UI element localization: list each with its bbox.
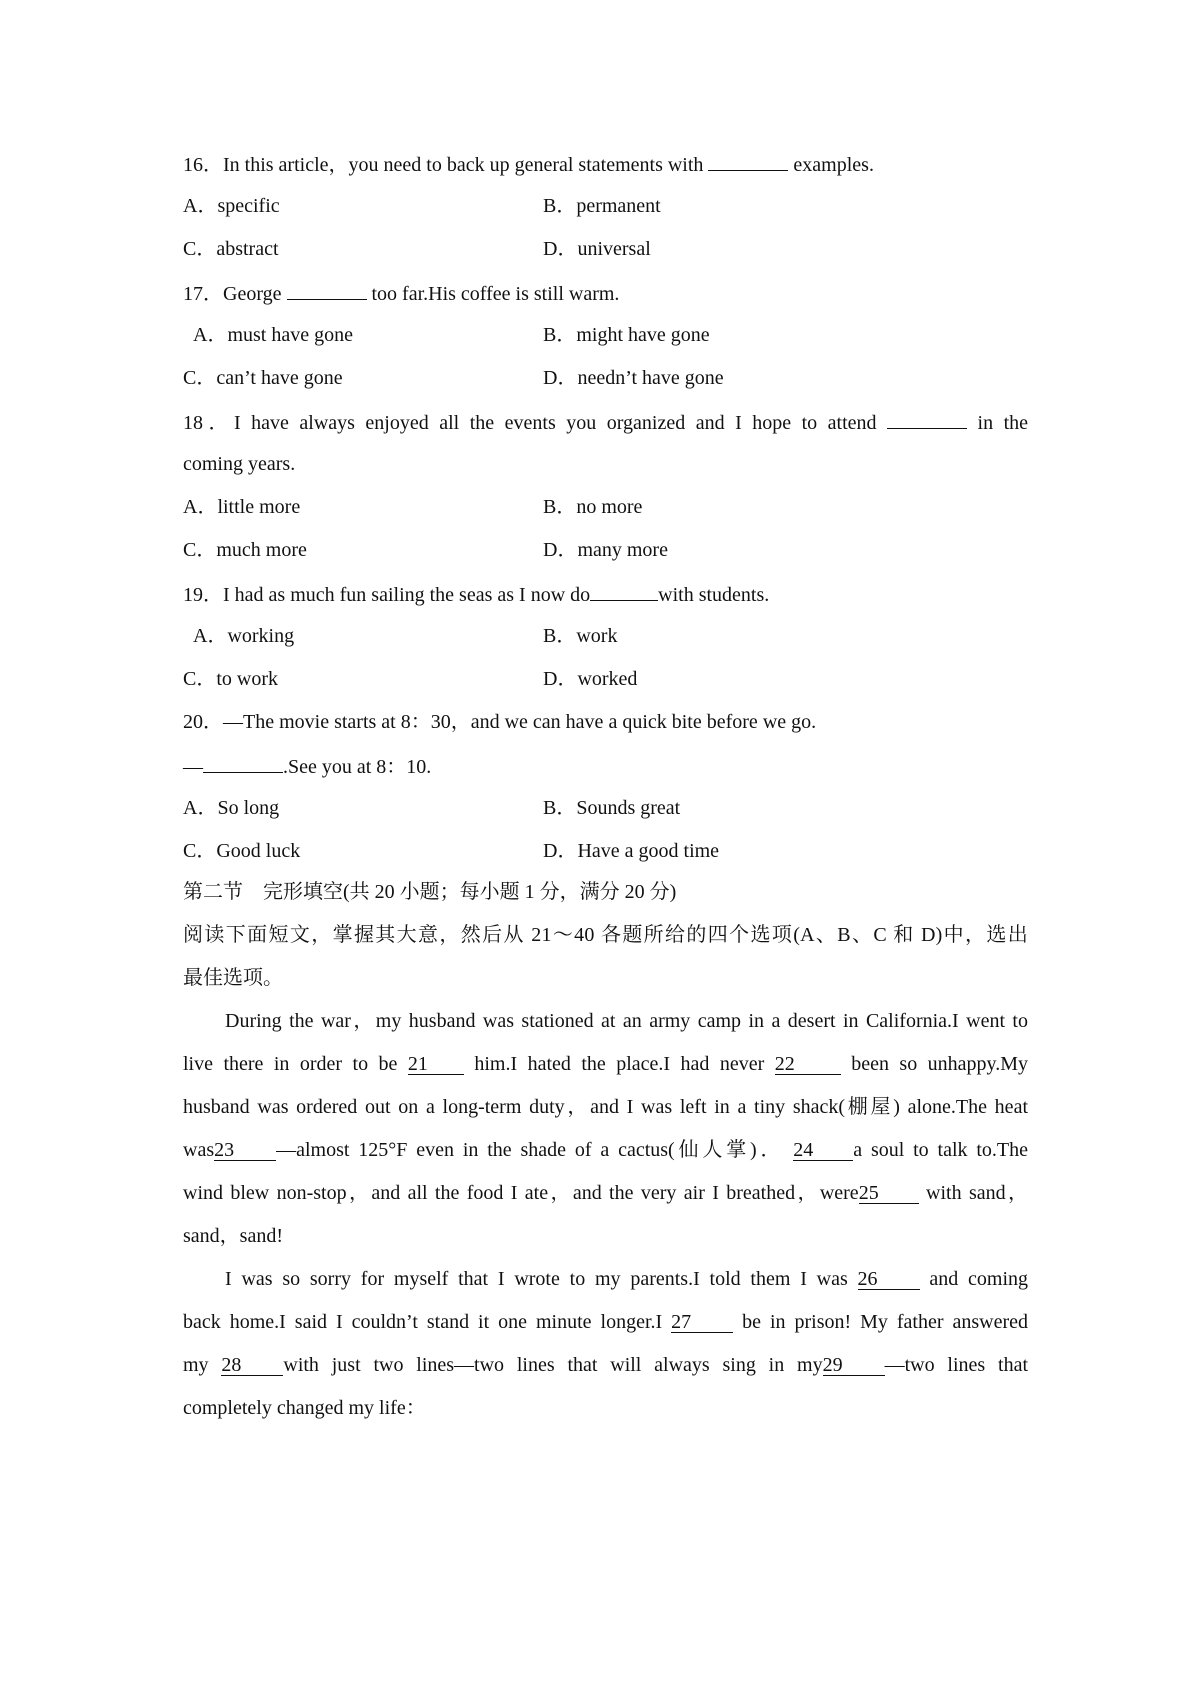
cloze-blank-28: 28 [221,1355,283,1376]
passage-line: During the war，my husband was stationed at an army camp in a desert in California.I went to [225,1010,1028,1032]
question-19-option-b: B．work [543,625,618,647]
cloze-blank-29: 29 [823,1355,885,1376]
cloze-blank-27: 27 [671,1312,733,1333]
question-16-option-a: A．specific [183,195,280,217]
question-16-option-c: C．abstract [183,238,279,260]
question-20-option-c: C．Good luck [183,840,301,862]
question-16-option-d: D．universal [543,238,651,260]
question-17-option-d: D．needn’t have gone [543,367,724,389]
passage-line: I was so sorry for myself that I wrote to my parents.I told them I was 26 and coming [225,1268,1028,1290]
answer-blank [287,282,367,300]
cloze-blank-23: 23 [214,1140,276,1161]
cloze-blank-22: 22 [775,1054,841,1075]
question-18-stem: 18．I have always enjoyed all the events you organized and I hope to attend in the [183,412,1028,434]
question-18-option-a: A．little more [183,496,301,518]
question-18-stem-continued: coming years. [183,453,296,475]
section-heading: 第二节 完形填空(共 20 小题；每小题 1 分，满分 20 分) [183,881,677,903]
question-17-option-b: B．might have gone [543,324,710,346]
passage-line: back home.I said I couldn’t stand it one minute longer.I 27 be in prison! My father answered [183,1311,1029,1333]
passage-line: husband was ordered out on a long-term duty，and I was left in a tiny shack(棚屋) alone.The heat [183,1096,1028,1118]
question-19-option-d: D．worked [543,668,638,690]
cloze-blank-21: 21 [408,1054,464,1075]
question-17-option-c: C．can’t have gone [183,367,343,389]
passage-line: was23 —almost 125°F even in the shade of a cactus(仙人掌)． 24 a soul to talk to.The [183,1139,1028,1161]
question-16-stem: 16．In this article，you need to back up general statements with examples. [183,154,874,176]
question-19-option-a: A．working [193,625,295,647]
cloze-blank-26: 26 [858,1269,920,1290]
question-20-option-d: D．Have a good time [543,840,720,862]
question-20-option-b: B．Sounds great [543,797,681,819]
passage-line: my 28 with just two lines—two lines that will always sing in my29 —two lines that [183,1354,1029,1376]
question-16-option-b: B．permanent [543,195,661,217]
passage-line: wind blew non-stop，and all the food I ate，and the very air I breathed，were25 with sand， [183,1182,1028,1204]
passage-line: completely changed my life： [183,1397,426,1419]
cloze-blank-25: 25 [859,1183,919,1204]
question-18-option-d: D．many more [543,539,668,561]
question-17-stem: 17．George too far.His coffee is still warm. [183,283,620,305]
passage-line: sand，sand! [183,1225,283,1247]
question-19-option-c: C．to work [183,668,278,690]
cloze-blank-24: 24 [793,1140,853,1161]
question-20-stem: 20．—The movie starts at 8：30，and we can have a quick bite before we go. [183,711,817,733]
question-18-option-c: C．much more [183,539,307,561]
question-17-option-a: A．must have gone [193,324,353,346]
question-18-option-b: B．no more [543,496,643,518]
question-20-reply: — .See you at 8：10. [183,756,432,778]
answer-blank [203,755,283,773]
question-20-option-a: A．So long [183,797,280,819]
section-instruction-continued: 最佳选项。 [183,967,283,989]
passage-line: live there in order to be 21 him.I hated the place.I had never 22 been so unhappy.My [183,1053,1029,1075]
answer-blank [590,583,658,601]
answer-blank [887,411,967,429]
answer-blank [708,153,788,171]
section-instruction: 阅读下面短文，掌握其大意，然后从 21～40 各题所给的四个选项(A、B、C 和 D)中，选出 [183,924,1028,946]
question-19-stem: 19．I had as much fun sailing the seas as I now do with students. [183,584,770,606]
